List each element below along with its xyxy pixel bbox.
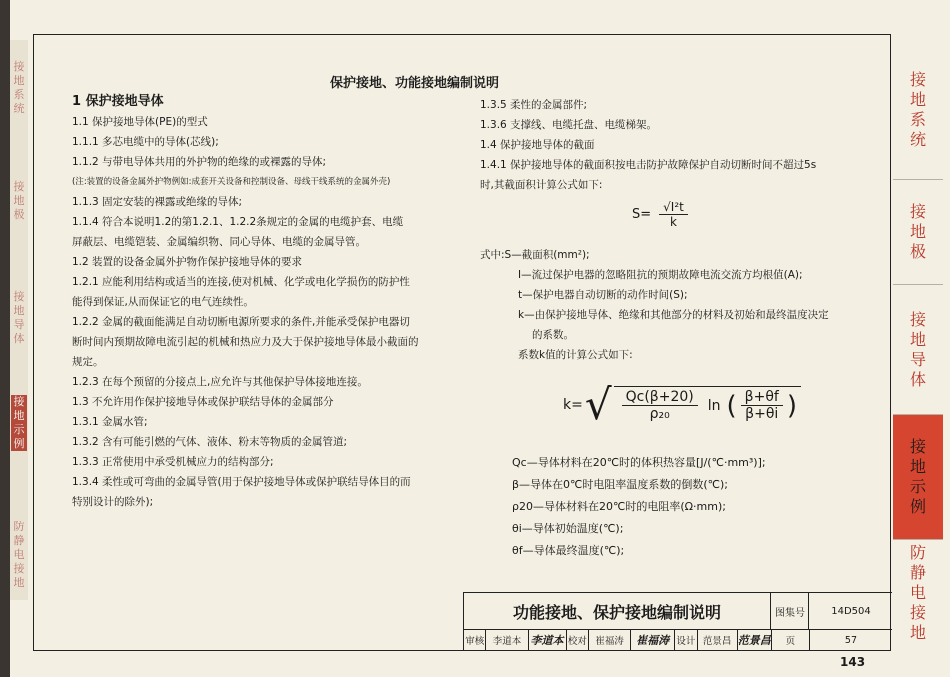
formula-s-numerator: √I²t	[659, 200, 688, 215]
text-line: 1.1.4 符合本说明1.2的第1.2.1、1.2.2条规定的金属的电缆护套、电缆	[72, 216, 404, 228]
text-line: 1.3.5 柔性的金属部件;	[480, 99, 588, 111]
formula-s-fraction	[659, 200, 688, 229]
formula-k-num1: Qc(β+20)	[622, 389, 698, 406]
text-line: 1.3.1 金属水管;	[72, 416, 148, 428]
text-line: 1.2.1 应能利用结构或适当的连接,使对机械、化学或电化学损伤的防护性	[72, 276, 410, 288]
text-line: 1.4 保护接地导体的截面	[480, 139, 595, 151]
sqrt-icon: √	[584, 380, 612, 429]
book-page-number: 143	[840, 655, 866, 669]
text-line: 1.3.4 柔性或可弯曲的金属导管(用于保护接地导体或保护联结导体目的而	[72, 476, 411, 488]
checker-signature: 崔福涛	[631, 629, 675, 651]
where-line: 的系数。	[532, 329, 574, 341]
text-line: 断时间内预期故障电流引起的机械和热应力及大于保护接地导体最小截面的	[72, 336, 419, 348]
where-block	[480, 245, 885, 365]
definition-line: θf—导体最终温度(℃);	[512, 544, 625, 557]
left-tab-example: 接地示例	[11, 395, 27, 451]
text-line: 1.3.6 支撑线、电缆托盘、电缆梯架。	[480, 119, 658, 131]
definition-line: Qc—导体材料在20℃时的体积热容量[J/(℃·mm³)];	[512, 456, 766, 469]
note-line: (注:装置的设备金属外护物例如:成套开关设备和控制设备、母线干线系统的金属外壳)	[72, 177, 391, 187]
right-section-tabs	[893, 40, 943, 645]
formula-s-denominator: k	[670, 215, 677, 229]
text-line: 1.1.1 多芯电缆中的导体(芯线);	[72, 136, 219, 148]
formula-k-ln: ln	[707, 397, 721, 414]
reviewer-signature: 李道本	[529, 629, 567, 651]
page-title: 保护接地、功能接地编制说明	[330, 76, 500, 91]
formula-k	[563, 380, 801, 429]
text-line: 屏蔽层、电缆铠装、金属编织物、同心导体、电缆的金属导管。	[72, 236, 366, 248]
right-paren-icon: )	[786, 390, 797, 421]
review-label: 审核	[464, 629, 486, 651]
tab-grounding-system[interactable]: 接 地 系 统	[893, 40, 943, 180]
text-line: 1.2.3 在每个预留的分接点上,应允许与其他保护导体接地连接。	[72, 376, 368, 388]
design-label: 设计	[675, 629, 697, 651]
formula-cross-section	[632, 200, 688, 229]
atlas-number: 14D504	[808, 593, 893, 629]
definition-line: ρ20—导体材料在20℃时的电阻率(Ω·mm);	[512, 500, 726, 513]
section-heading: 1 保护接地导体	[72, 94, 164, 109]
text-line: 1.2 装置的设备金属外护物作保护接地导体的要求	[72, 256, 303, 268]
text-line: 能得到保证,从而保证它的电气连续性。	[72, 296, 254, 308]
title-block-title: 功能接地、保护接地编制说明	[512, 602, 721, 622]
left-tab-electrode: 接地极	[13, 180, 25, 221]
title-block-row-1	[464, 593, 892, 630]
left-tab-conductor: 接地导体	[13, 290, 25, 345]
formula-k-fraction-2	[741, 389, 783, 422]
tab-grounding-example[interactable]: 接 地 示 例	[893, 415, 943, 540]
reviewer-name: 李道本	[486, 629, 528, 651]
left-column	[72, 92, 472, 512]
formula-k-num2: β+θf	[741, 389, 783, 406]
tab-antistatic-grounding[interactable]: 防 静 电 接 地	[909, 542, 926, 642]
text-line: 1.3.3 正常使用中承受机械应力的结构部分;	[72, 456, 274, 468]
formula-k-root-body	[614, 386, 801, 424]
title-block-row-2	[464, 629, 892, 651]
text-line: 1.3.2 含有可能引燃的气体、液体、粉末等物质的金属管道;	[72, 436, 348, 448]
title-block	[463, 592, 892, 651]
definitions-block	[512, 452, 766, 562]
check-label: 校对	[567, 629, 589, 651]
right-column	[480, 95, 885, 195]
where-line: t—保护电器自动切断的动作时间(S);	[518, 289, 688, 301]
tab-grounding-electrode[interactable]: 接 地 极	[893, 180, 943, 285]
atlas-label: 图集号	[770, 593, 809, 629]
text-line: 1.1 保护接地导体(PE)的型式	[72, 116, 208, 128]
formula-k-den1: ρ₂₀	[649, 406, 670, 422]
definition-line: θi—导体初始温度(℃);	[512, 522, 624, 535]
designer-signature: 范景昌	[738, 629, 772, 651]
text-line: 特别设计的除外);	[72, 496, 154, 508]
text-line: 1.2.2 金属的截面能满足自动切断电源所要求的条件,并能承受保护电器切	[72, 316, 410, 328]
left-paren-icon: (	[726, 390, 737, 421]
text-line: 时,其截面积计算公式如下:	[480, 179, 603, 191]
designer-name: 范景昌	[698, 629, 738, 651]
where-line: k—由保护接地导体、绝缘和其他部分的材料及初始和最终温度决定	[518, 309, 829, 321]
checker-name: 崔福涛	[589, 629, 631, 651]
text-line: 1.1.3 固定安装的裸露或绝缘的导体;	[72, 196, 243, 208]
tab-grounding-conductor[interactable]: 接 地 导 体	[893, 285, 943, 415]
text-line: 规定。	[72, 356, 104, 368]
text-line: 1.3 不允许用作保护接地导体或保护联结导体的金属部分	[72, 396, 334, 408]
where-line: 系数k值的计算公式如下:	[518, 349, 633, 361]
left-tab-system: 接地系统	[13, 60, 25, 115]
where-line: I—流过保护电器的忽略阻抗的预期故障电流交流方均根值(A);	[518, 269, 803, 281]
formula-s-lhs: S=	[632, 207, 652, 222]
definition-line: β—导体在0℃时电阻率温度系数的倒数(℃);	[512, 478, 729, 491]
formula-k-den2: β+θi	[745, 406, 779, 422]
formula-k-fraction-1	[622, 389, 698, 422]
text-line: 1.1.2 与带电导体共用的外护物的绝缘的或裸露的导体;	[72, 156, 327, 168]
formula-k-lhs: k=	[563, 397, 583, 413]
where-line: 式中:S—截面积(mm²);	[480, 249, 590, 261]
page-label: 页	[772, 629, 810, 651]
text-line: 1.4.1 保护接地导体的截面积按电击防护故障保护自动切断时间不超过5s	[480, 159, 817, 171]
book-spine	[0, 0, 10, 677]
left-tab-antistatic: 防静电接地	[13, 520, 25, 589]
page-number: 57	[844, 634, 857, 646]
